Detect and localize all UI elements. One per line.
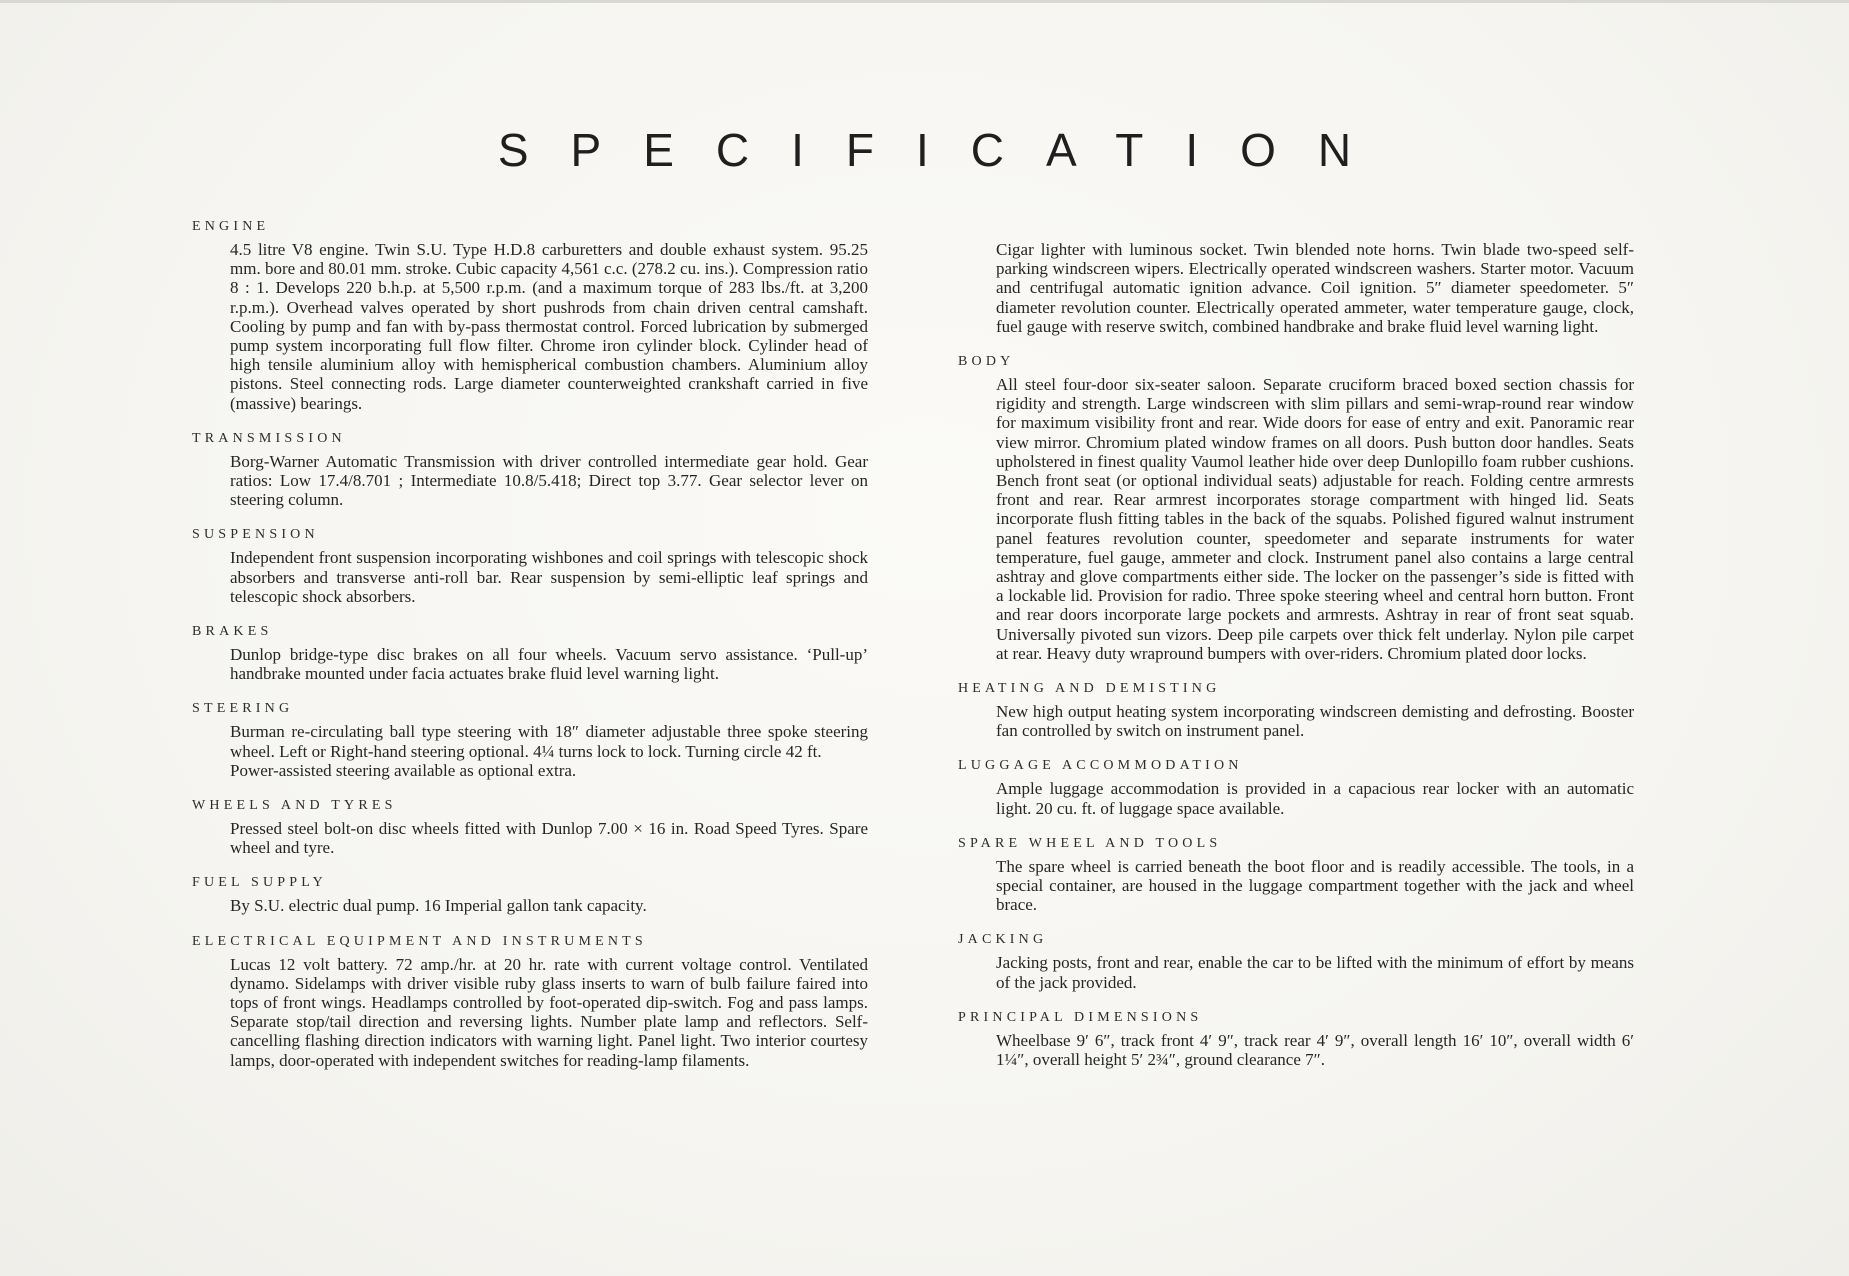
section-fuel-supply — [192, 874, 868, 915]
electrical-continuation-text: Cigar lighter with luminous socket. Twin blended note horns. Twin blade two-speed self-parking windscreen wipers. Electrically operated windscreen washers. Starter motor. Vacuum and centrifugal automatic ignition advance. Coil ignition. 5″ diameter speedometer. 5″ diameter revolution counter. Electrically operated ammeter, water temperature gauge, clock, fuel gauge with reserve switch, combined handbrake and brake fluid level warning light. — [996, 240, 1634, 336]
section-heading: SPARE WHEEL AND TOOLS — [958, 835, 1222, 851]
section-brakes — [192, 623, 868, 683]
section-heading: WHEELS AND TYRES — [192, 798, 397, 814]
section-text: Pressed steel bolt-on disc wheels fitted with Dunlop 7.00 × 16 in. Road Speed Tyres. Spare wheel and tyre. — [230, 819, 868, 858]
section-heading: ELECTRICAL EQUIPMENT AND INSTRUMENTS — [192, 933, 647, 949]
section-wheels-and-tyres — [192, 797, 868, 857]
section-text: Ample luggage accommodation is provided in a capacious rear locker with an automatic light. 20 cu. ft. of luggage space available. — [996, 779, 1634, 818]
section-transmission — [192, 430, 868, 510]
section-heating-and-demisting — [958, 680, 1634, 740]
section-principal-dimensions — [958, 1009, 1634, 1069]
section-heading: HEATING AND DEMISTING — [958, 681, 1221, 697]
section-jacking — [958, 931, 1634, 991]
section-heading: PRINCIPAL DIMENSIONS — [958, 1009, 1203, 1025]
section-steering — [192, 700, 868, 780]
section-heading: JACKING — [958, 932, 1048, 948]
section-heading: TRANSMISSION — [192, 430, 346, 446]
section-heading: SUSPENSION — [192, 527, 319, 543]
section-text: 4.5 litre V8 engine. Twin S.U. Type H.D.8 carburetters and double exhaust system. 95.25 mm. bore and 80.01 mm. stroke. Cubic capacity 4,561 c.c. (278.2 cu. ins.). Compression ratio 8 : 1. Develops 220 b.h.p. at 5,500 r.p.m. (and a maximum torque of 283 lbs./ft. at 3,200 r.p.m.). Overhead valves operated by short pushrods from chain driven central camshaft. Cooling by pump and fan with by-pass thermostat control. Forced lubrication by submerged pump system incorporating full flow filter. Chrome iron cylinder block. Cylinder head of high tensile aluminium alloy with hemispherical combustion chambers. Aluminium alloy pistons. Steel connecting rods. Large diameter counterweighted crankshaft carried in five (massive) bearings. — [230, 240, 868, 413]
section-text: Burman re-circulating ball type steering with 18″ diameter adjustable three spoke steering wheel. Left or Right-hand steering optional. 4¼ turns lock to lock. Turning circle 42 ft. — [230, 722, 868, 761]
section-text: Jacking posts, front and rear, enable the car to be lifted with the minimum of effort by means of the jack provided. — [996, 953, 1634, 992]
section-text: The spare wheel is carried beneath the boot floor and is readily accessible. The tools, in a special container, are housed in the luggage compartment together with the jack and wheel brace. — [996, 856, 1634, 915]
section-text: All steel four-door six-seater saloon. Separate cruciform braced boxed section chassis for rigidity and strength. Large windscreen with slim pillars and semi-wrap-round rear window for maximum visibility front and rear. Wide doors for ease of entry and exit. Panoramic rear view mirror. Chromium plated window frames on all doors. Push button door handles. Seats upholstered in finest quality Vaumol leather hide over deep Dunlopillo foam rubber cushions. Bench front seat (or optional individual seats) adjustable for reach. Folding centre armrests front and rear. Rear armrest incorporates storage compartment with hinged lid. Seats incorporate flush fitting tables in the back of the squabs. Polished figured walnut instrument panel features revolution counter, speedometer and separate instruments for water temperature, fuel gauge, ammeter and clock. Instrument panel also contains a large central ashtray and glove compartments either side. The locker on the passenger’s side is fitted with a lockable lid. Provision for radio. Three spoke steering wheel and central horn button. Front and rear doors incorporate large pockets and armrests. Ashtray in rear of front seat squab. Universally pivoted sun vizors. Deep pile carpets over thick felt underlay. Nylon pile carpet at rear. Heavy duty wrapround bumpers with over-riders. Chromium plated door locks. — [996, 375, 1634, 663]
section-luggage-accommodation — [958, 757, 1634, 817]
section-suspension — [192, 526, 868, 606]
right-column — [958, 218, 1634, 1069]
section-heading: ENGINE — [192, 219, 270, 234]
section-electrical-equipment — [192, 933, 868, 1070]
section-text: Borg-Warner Automatic Transmission with driver controlled intermediate gear hold. Gear ratios: Low 17.4/8.701 ; Intermediate 10.8/5.418; Direct top 3.77. Gear selector lever on steering column. — [230, 451, 868, 510]
section-spare-wheel-and-tools — [958, 835, 1634, 915]
section-text: Dunlop bridge-type disc brakes on all four wheels. Vacuum servo assistance. ‘Pull-up’ handbrake mounted under facia actuates brake fluid level warning light. — [230, 645, 868, 684]
section-heading: STEERING — [192, 701, 294, 717]
section-text: Independent front suspension incorporating wishbones and coil springs with telescopic shock absorbers and transverse anti-roll bar. Rear suspension by semi-elliptic leaf springs and telescopic shock absorbers. — [230, 548, 868, 606]
page-top-edge — [0, 0, 1849, 3]
section-text: New high output heating system incorporating windscreen demisting and defrosting. Booster fan controlled by switch on instrument panel. — [996, 702, 1634, 741]
section-body — [958, 353, 1634, 663]
section-heading: BRAKES — [192, 624, 273, 640]
page-title: SPECIFICATION — [497, 123, 1394, 176]
section-heading: BODY — [958, 354, 1015, 370]
section-text-extra: Power-assisted steering available as optional extra. — [230, 760, 577, 780]
section-text: By S.U. electric dual pump. 16 Imperial gallon tank capacity. — [230, 896, 647, 916]
section-heading: LUGGAGE ACCOMMODATION — [958, 758, 1243, 774]
section-text: Lucas 12 volt battery. 72 amp./hr. at 20 hr. rate with current voltage control. Ventilated dynamo. Sidelamps with driver visible ruby glass inserts to warn of bulb failure faired into tops of front wings. Headlamps controlled by foot-operated dip-switch. Fog and pass lamps. Separate stop/tail direction and reversing lights. Number plate lamp and reflectors. Self-cancelling flashing direction indicators with warning light. Panel light. Two interior courtesy lamps, door-operated with independent switches for reading-lamp filaments. — [230, 954, 868, 1070]
left-column — [192, 218, 868, 1070]
section-heading: FUEL SUPPLY — [192, 875, 327, 891]
section-engine — [192, 218, 868, 413]
section-text: Wheelbase 9′ 6″, track front 4′ 9″, track rear 4′ 9″, overall length 16′ 10″, overall width 6′ 1¼″, overall height 5′ 2¾″, ground clearance 7″. — [996, 1030, 1634, 1070]
